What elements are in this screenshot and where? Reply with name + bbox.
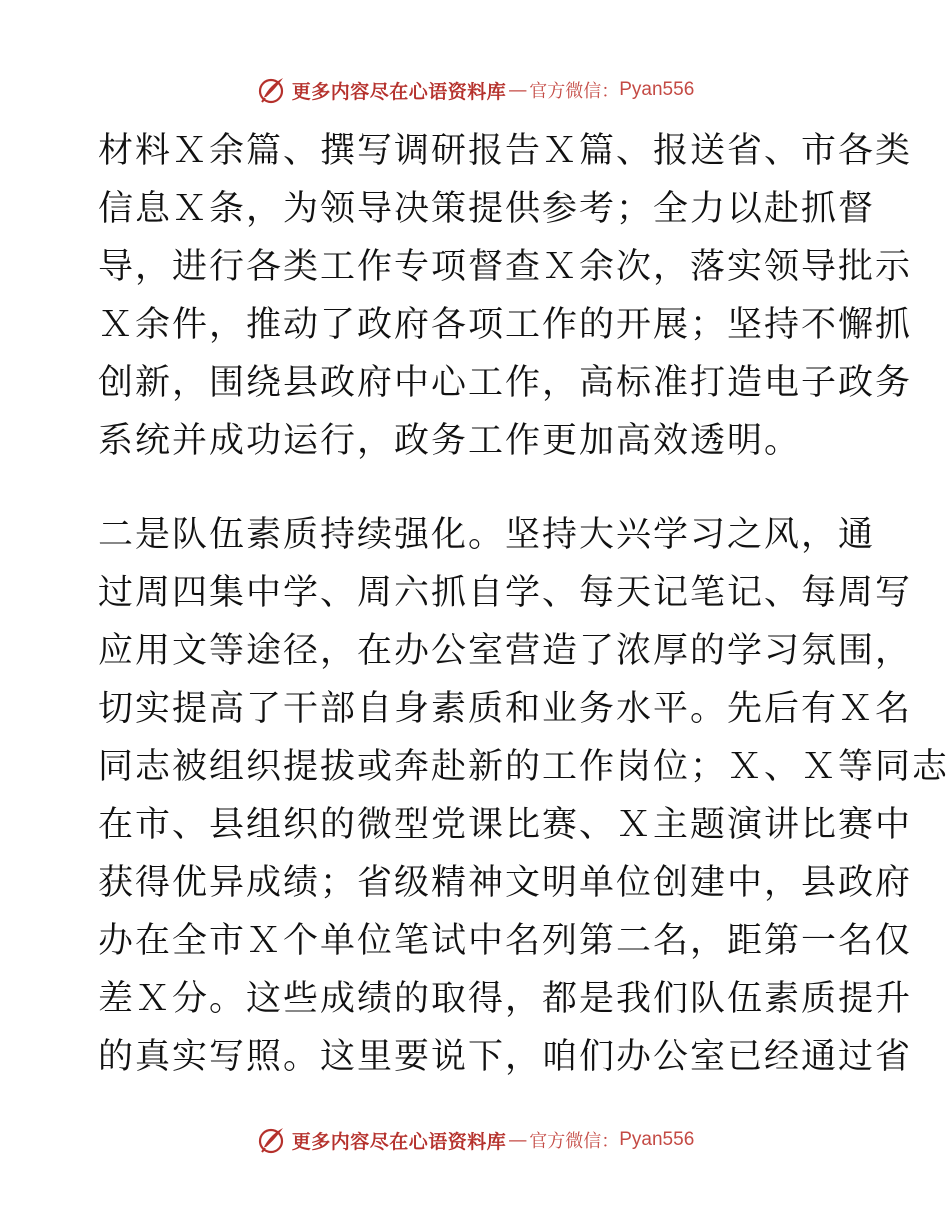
header-wechat-id: Pyan556 xyxy=(619,79,695,100)
footer-separator: — xyxy=(508,1129,528,1151)
text-line: 二是队伍素质持续强化。坚持大兴学习之风，通 xyxy=(98,515,876,555)
header-wechat-label: 官方微信： xyxy=(529,81,620,102)
header-separator: — xyxy=(508,79,528,101)
footer-title: 更多内容尽在心语资料库 xyxy=(291,1130,507,1153)
quill-pen-logo-icon xyxy=(256,1125,286,1155)
text-line: 创新，围绕县政府中心工作，高标准打造电子政务 xyxy=(98,363,913,403)
header-title: 更多内容尽在心语资料库 xyxy=(291,80,507,103)
footer-wechat-label: 官方微信： xyxy=(529,1131,620,1152)
text-line: 系统并成功运行，政务工作更加高效透明。 xyxy=(98,421,802,461)
quill-pen-logo-icon xyxy=(256,75,286,105)
text-line: 材料Ｘ余篇、撰写调研报告Ｘ篇、报送省、市各类 xyxy=(98,131,913,171)
paragraph-gap xyxy=(98,470,858,506)
text-line: 差Ｘ分。这些成绩的取得，都是我们队伍素质提升 xyxy=(98,979,913,1019)
text-line: Ｘ余件，推动了政府各项工作的开展；坚持不懈抓 xyxy=(98,305,913,345)
page-footer-banner xyxy=(0,1120,950,1160)
paragraph-1 xyxy=(98,122,913,470)
text-line: 切实提高了干部自身素质和业务水平。先后有Ｘ名 xyxy=(98,689,913,729)
text-line: 应用文等途径，在办公室营造了浓厚的学习氛围， xyxy=(98,631,913,671)
text-line: 在市、县组织的微型党课比赛、Ｘ主题演讲比赛中 xyxy=(98,805,913,845)
text-line: 办在全市Ｘ个单位笔试中名列第二名，距第一名仅 xyxy=(98,921,913,961)
text-line: 获得优异成绩；省级精神文明单位创建中，县政府 xyxy=(98,863,913,903)
text-line: 导，进行各类工作专项督查Ｘ余次，落实领导批示 xyxy=(98,247,913,287)
document-body xyxy=(98,122,950,1086)
text-line: 的真实写照。这里要说下，咱们办公室已经通过省 xyxy=(98,1037,913,1077)
paragraph-2 xyxy=(98,506,950,1086)
text-line: 信息Ｘ条，为领导决策提供参考；全力以赴抓督 xyxy=(98,189,876,229)
footer-wechat-id: Pyan556 xyxy=(619,1129,695,1150)
page-header-banner xyxy=(0,70,950,110)
text-line: 同志被组织提拔或奔赴新的工作岗位；Ｘ、Ｘ等同志 xyxy=(98,747,950,787)
text-line: 过周四集中学、周六抓自学、每天记笔记、每周写 xyxy=(98,573,913,613)
